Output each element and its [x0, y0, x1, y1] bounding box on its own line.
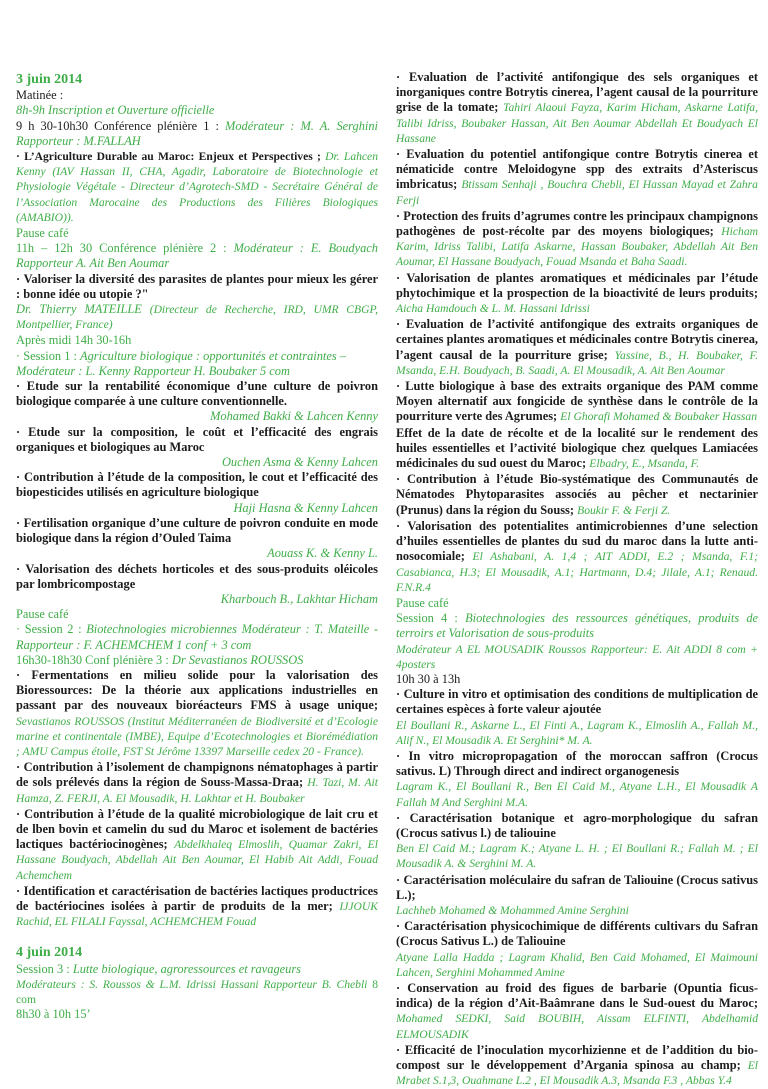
right-column — [396, 70, 758, 1089]
session-4-moderators — [396, 642, 758, 672]
session-1-header — [16, 349, 378, 379]
pause-cafe-3: Pause café — [396, 595, 449, 610]
s3-talk-1-title: · Evaluation de l’activité antifongique des sels organiques et inorganiques contre Botrytis cinerea, l’agent causal de la pourriture grise de la tomate; — [396, 70, 758, 115]
plenary-3 — [16, 653, 378, 668]
plenary-1-moderator: Modérateur : M. A. Serghini Rapporteur : M.FALLAH — [16, 118, 378, 148]
s3-talk-2-title: · Evaluation du potentiel antifongique contre Botrytis cinerea et nématicide contre Meloidogyne spp des extraits d’Asteriscus imbricatus; — [396, 147, 758, 192]
s4-talk-3-authors: Ben El Caid M.; Lagram K.; Atyane L. H. ; El Boullani R.; Fallah M. ; El Mousadik A. & Serghini M. A. — [396, 842, 758, 871]
session-3-count: 8 com — [16, 977, 379, 1006]
pause-cafe-1: Pause café — [16, 226, 69, 241]
s4-talk-5-title: · Caractérisation physicochimique de différents cultivars du Safran (Crocus Sativus L.) de Taliouine — [396, 919, 758, 949]
pause-cafe-2: Pause café — [16, 607, 69, 622]
s3-talk-8 — [396, 472, 758, 518]
s3-talk-6-authors: El Ghorafi Mohamed & Boubaker Hassan — [560, 410, 758, 424]
plenary-1 — [16, 119, 378, 149]
s3-talk-2-authors: Btissam Senhaji , Bouchra Chebli, El Hassan Mayad et Zahra Ferji — [396, 178, 758, 207]
s2-talk-1 — [16, 668, 378, 759]
s3-talk-7-authors: Elbadry, E., Msanda, F. — [589, 457, 700, 471]
s4-talk-6 — [396, 981, 758, 1042]
s3-talk-4-title: · Valorisation de plantes aromatiques et médicinales par l’étude phytochimique et la prospection de la bioactivité de leurs produits; — [396, 270, 758, 300]
s4-talk-1 — [396, 687, 758, 748]
s3-talk-3 — [396, 209, 758, 270]
session-4-title: Biotechnologies des ressources génétiques, produits de terroirs et Valorisation de sous-produits — [396, 611, 759, 641]
talk-2-affiliation: (Directeur de Recherche, IRD, UMR CBGP, Montpellier, France) — [16, 303, 378, 332]
s3-talk-9-authors: El Ashabani, A. 1,4 ; AIT ADDI, E.2 ; Msanda, F.1; Casabianca, H.3; El Mousadik, A.1; Hartmann, D.4; Jilale, A.1; Renaud. F.N.R.4 — [396, 550, 758, 594]
opening-line: 8h-9h Inscription et Ouverture officielle — [16, 103, 215, 118]
s3-talk-1-authors: Tahiri Alaoui Fayza, Karim Hicham, Askarne Latifa, Talibi Idriss, Boubaker Hassan, Ait Ben Aoumar Abdellah Et Boudyach El Hassane — [396, 101, 758, 145]
s3-talk-6 — [396, 379, 758, 425]
session-2-header — [16, 622, 378, 652]
session-4-time: 10h 30 à 13h — [396, 671, 461, 686]
s2-talk-4-title: · Identification et caractérisation de bactéries lactiques productrices de bactériocines isolées à partir de produits de la mer; — [16, 883, 378, 913]
s4-talk-4 — [396, 873, 758, 919]
plenary-2-time: 11h – 12h 30 Conférence plénière 2 : — [16, 241, 227, 256]
s4-talk-3 — [396, 811, 758, 872]
s4-talk-5 — [396, 919, 758, 980]
s3-talk-8-title: · Contribution à l’étude Bio-systématique des Communautés de Nématodes Phytoparasites associés au pêcher et nectarinier (Prunus) dans la région du Souss; — [396, 472, 758, 517]
s1-talk-5-authors: Kharbouch B., Lakhtar Hicham — [220, 591, 378, 606]
s3-talk-7 — [396, 426, 758, 472]
s3-talk-5-title: · Evaluation de l’activité antifongique des extraits organiques de certaines plantes aromatiques et médicinales contre Botrytis cinerea, l’agent causal de la pourriture grise; — [396, 317, 759, 362]
matinee-label: Matinée : — [16, 88, 64, 103]
s3-talk-4 — [396, 271, 758, 317]
afternoon-label: Après midi 14h 30-16h — [16, 333, 132, 348]
s4-talk-2 — [396, 749, 758, 810]
s1-talk-1-title: · Etude sur la rentabilité économique d’une culture de poivron biologique comparée à une culture conventionnelle. — [16, 379, 378, 409]
session-2-moderator: Modérateur : T. Mateille - Rapporteur : F. ACHEMCHEM 1 conf + 3 com — [16, 622, 378, 652]
s3-talk-9-title: · Valorisation des potentialites antimicrobiennes d’une selection d’huiles essentielles de plantes du sud du maroc dans la lutte anti-nosocomiale; — [396, 518, 758, 564]
s3-talk-3-authors: Hicham Karim, Idriss Talibi, Latifa Askarne, Hassan Boubaker, Abdellah Ait Ben Aoumar, El Hassane Boudyach, Fouad Msanda et Baha Saadi. — [396, 225, 758, 269]
session-3-header — [16, 962, 378, 977]
plenary-2 — [16, 241, 378, 271]
s3-talk-5 — [396, 317, 758, 378]
s2-talk-2-authors: H. Tazi, M. Ait Hamza, Z. FERJI, A. El Mousadik, H. Lakhtar et H. Boubaker — [16, 776, 378, 805]
session-3-moderator-text: Modérateurs : S. Roussos & L.M. Idrissi Hassani Rapporteur B. Chebli — [16, 977, 368, 991]
session-1-moderator: Modérateur : L. Kenny Rapporteur H. Boubaker 5 com — [16, 363, 290, 378]
plenary-2-moderator: Modérateur : E. Boudyach Rapporteur A. Ait Ben Aoumar — [16, 241, 379, 271]
s3-talk-1 — [396, 70, 758, 146]
session-3-moderators — [16, 977, 378, 1007]
day-heading-1: 3 juin 2014 — [16, 72, 83, 87]
s3-talk-2 — [396, 147, 758, 208]
session-4-label: Session 4 : — [396, 611, 458, 626]
s1-talk-1-authors: Mohamed Bakki & Lahcen Kenny — [210, 409, 378, 424]
s2-talk-1-title: · Fermentations en milieu solide pour la valorisation des Bioressources: De la théorie aux applications industrielles en passant par des nouveaux bioréacteurs FMS à usage unique; — [16, 667, 378, 713]
s2-talk-3-authors: Abdelkhaleq Elmoslih, Quamar Zakri, El Hassane Boudyach, Abdellah Ait Ben Aoumar, El Habib Ait Addi, Fouad Achemchem — [16, 838, 378, 882]
s1-talk-2-title: · Etude sur la composition, le coût et l’efficacité des engrais organiques et biologiques au Maroc — [16, 424, 378, 454]
session-1-label: · Session 1 : — [16, 348, 77, 363]
session-4-moderator-text: Modérateur A EL MOUSADIK Roussos Rapporteur: E. Ait ADDI — [396, 642, 712, 656]
session-1-title: Agriculture biologique : opportunités et contraintes – — [80, 348, 346, 363]
session-4-count: 8 com + 4posters — [396, 642, 759, 671]
s3-talk-8-authors: Boukir F. & Ferji Z. — [577, 503, 671, 517]
s3-talk-4-authors: Aicha Hamdouch & L. M. Hassani Idrissi — [396, 302, 590, 316]
plenary-1-time: 9 h 30-10h30 Conférence plénière 1 : — [16, 118, 219, 133]
plenary-3-author: Dr Sevastianos ROUSSOS — [171, 652, 304, 667]
s3-talk-3-title: · Protection des fruits d’agrumes contre les principaux champignons pathogènes de post-récolte par des moyens biologiques; — [396, 208, 758, 239]
s1-talk-5-title: · Valorisation des déchets horticoles et des sous-produits oléicoles par lombricompostage — [16, 561, 378, 591]
s2-talk-2 — [16, 760, 378, 806]
session-3-time: 8h30 à 10h 15’ — [16, 1007, 91, 1022]
session-4-header — [396, 611, 758, 641]
talk-1-title: · L’Agriculture Durable au Maroc: Enjeux et Perspectives ; — [16, 150, 321, 164]
s4-talk-4-title: · Caractérisation moléculaire du safran de Taliouine (Crocus sativus L.); — [396, 872, 758, 902]
s4-talk-1-title: · Culture in vitro et optimisation des conditions de multiplication de certaines espèces à forte valeur ajoutée — [396, 687, 758, 717]
s4-talk-6-authors: Mohamed SEDKI, Said BOUBIH, Aissam ELFINTI, Abdelhamid ELMOUSADIK — [396, 1012, 758, 1041]
s4-talk-7 — [396, 1043, 758, 1089]
session-3-title: Lutte biologique, agroressources et ravageurs — [72, 961, 301, 976]
session-2-label: · Session 2 : — [16, 622, 82, 637]
s3-talk-5-authors: Yassine, B., H. Boubaker, F. Msanda, E.H. Boudyach, B. Saadi, A. El Mousadik, A. Ait Ben Aoumar — [396, 348, 758, 377]
s1-talk-4-authors: Aouass K. & Kenny L. — [267, 546, 378, 561]
s2-talk-3 — [16, 807, 378, 883]
s2-talk-4-authors: IJJOUK Rachid, EL FILALI Fayssal, ACHEMCHEM Fouad — [16, 899, 378, 929]
s1-talk-3-title: · Contribution à l’étude de la composition, le cout et l’efficacité des biopesticides utilisés en agriculture biologique — [16, 470, 378, 500]
s4-talk-2-authors: Lagram K., El Boullani R., Ben El Caid M., Atyane L.H., El Mousadik A Fallah M And Serghini M.A. — [396, 780, 758, 809]
s2-talk-1-authors: Sevastianos ROUSSOS (Institut Méditerranéen de Biodiversité et d’Ecologie marine et continentale (IMBE), Equipe d’Ecotechnologies et Biorémédiation ; AMU Campus étoile, FST St Jérôme 13397 Marseille cedex 20 - France). — [16, 714, 378, 758]
s4-talk-5-authors: Atyane Lalla Hadda ; Lagram Khalid, Ben Caid Mohamed, El Maimouni Lahcen, Serghini Mohammed Amine — [396, 950, 758, 979]
s1-talk-3-authors: Haji Hasna & Kenny Lahcen — [233, 500, 378, 515]
s4-talk-1-authors: El Boullani R., Askarne L., El Finti A., Lagram K., Elmoslih A., Fallah M., Alif N., El Mousadik A. Et Serghini* M. A. — [396, 718, 758, 747]
s3-talk-9 — [396, 519, 758, 595]
session-3-label: Session 3 : — [16, 961, 70, 976]
day-heading-2: 4 juin 2014 — [16, 945, 83, 961]
s2-talk-3-title: · Contribution à l’étude de la qualité microbiologique de lait cru et de lben bovin et camelin du sud du Maroc et isolement de bactéries lactiques bactériocinogènes; — [16, 806, 378, 852]
talk-1-author: Dr. Lahcen Kenny (IAV Hassan II, CHA, Agadir, Laboratoire de Biotechnologie et Physiologie Végétale - Directeur d’Agrotech-SMD - Secrétaire Général de l’Association Marocaine des Productions des Filières Biologiques (AMABIO)). — [16, 150, 378, 224]
talk-2-title: · Valoriser la diversité des parasites de plantes pour mieux les gérer : bonne idée ou utopie ?" — [16, 271, 378, 301]
s2-talk-4 — [16, 884, 378, 930]
s3-talk-6-title: · Lutte biologique à base des extraits organique des PAM comme Moyen alternatif aux fongicide de synthèse dans le contrôle de la pourriture verte des Agrumes; — [396, 379, 758, 424]
s4-talk-3-title: · Caractérisation botanique et agro-morphologique du safran (Crocus sativus l.) de taliouine — [396, 810, 758, 840]
talk-1 — [16, 149, 378, 225]
talk-2 — [16, 272, 378, 333]
s1-talk-4-title: · Fertilisation organique d’une culture de poivron conduite en mode biologique dans la région d’Ouled Taima — [16, 515, 378, 546]
talk-2-author: Dr. Thierry MATEILLE — [16, 302, 142, 317]
s4-talk-2-title: · In vitro micropropagation of the moroccan saffron (Crocus sativus. L) Through direct and indirect organogenesis — [396, 748, 758, 779]
plenary-3-time: 16h30-18h30 Conf plénière 3 : — [16, 652, 169, 667]
s3-talk-7-title: Effet de la date de récolte et de la localité sur le rendement des huiles essentielles et l’activité biologique chez quelques Lamiacées médicinales du sud ouest du Maroc; — [396, 425, 758, 471]
s4-talk-7-authors: El Mrabet S.1,3, Ouahmane L.2 , El Mousadik A.3, Msanda F.3 , Abbas Y.4 — [396, 1059, 758, 1088]
s4-talk-4-authors: Lachheb Mohamed & Mohammed Amine Serghini — [396, 903, 629, 917]
left-column — [16, 70, 378, 1022]
s4-talk-6-title: · Conservation au froid des figues de barbarie (Opuntia ficus-indica) de la région d’Ait-Baâmrane dans le Sud-ouest du Maroc; — [396, 980, 758, 1011]
s2-talk-2-title: · Contribution à l’isolement de champignons nématophages à partir de sols prélevés dans la région de Souss-Massa-Draa; — [16, 760, 378, 790]
s1-talk-2-authors: Ouchen Asma & Kenny Lahcen — [221, 455, 378, 470]
s4-talk-7-title: · Efficacité de l’inoculation mycorhizienne et de l’addition du bio-compost sur le développement d’Argania spinosa au champ; — [396, 1042, 758, 1072]
session-2-title: Biotechnologies microbiennes — [86, 622, 237, 637]
